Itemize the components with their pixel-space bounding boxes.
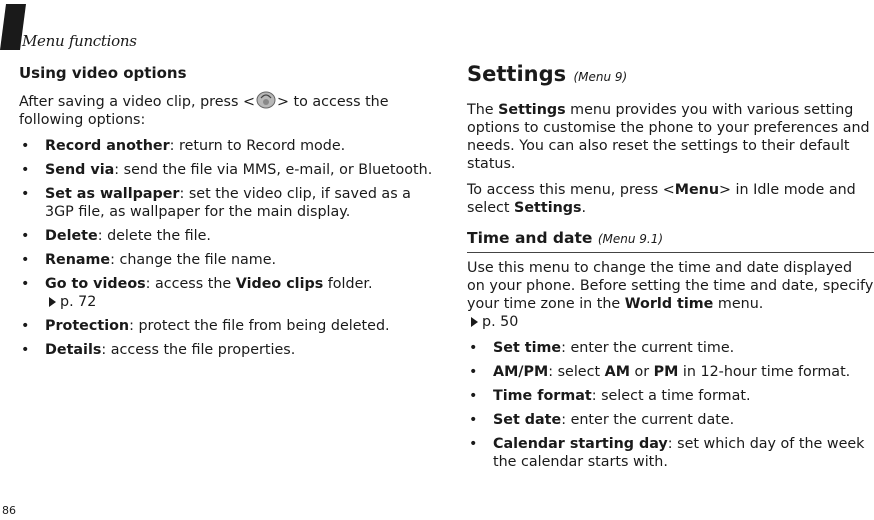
item-text: : set the video clip, if saved as a 3GP file, as wallpaper for the main display. — [45, 186, 411, 220]
list-item — [467, 411, 874, 429]
bold-text: Settings — [498, 102, 566, 118]
bullet-icon: • — [21, 138, 30, 154]
time-date-paragraph — [467, 259, 874, 331]
item-text: : protect the file from being deleted. — [129, 318, 390, 334]
item-text: folder. — [323, 276, 373, 292]
list-item — [19, 341, 434, 359]
item-label: Record another — [45, 138, 170, 154]
item-bold: AM — [604, 364, 630, 380]
list-item — [19, 227, 434, 245]
time-date-heading — [467, 229, 874, 253]
item-text: : delete the file. — [97, 228, 211, 244]
item-label: Rename — [45, 252, 111, 268]
menu-reference: (Menu 9) — [573, 70, 628, 84]
item-text: : return to Record mode. — [169, 138, 346, 154]
text: menu provides you with various setting options to customise the phone to your preferences and needs. You can also reset the settings to their default status. — [467, 102, 870, 172]
bullet-icon: • — [21, 276, 30, 292]
sub-title: Time and date — [467, 229, 593, 247]
text: Use this menu to change the time and date displayed on your phone. Before setting the time and date, specify your time zone in the — [467, 260, 874, 312]
bullet-icon: • — [469, 412, 478, 428]
item-text: : enter the current time. — [561, 340, 735, 356]
bullet-icon: • — [21, 252, 30, 268]
item-text: : set which day of the week the calendar starts with. — [493, 436, 865, 470]
text: > in Idle mode and select — [467, 182, 856, 216]
item-text: : access the — [145, 276, 236, 292]
list-item — [19, 137, 434, 155]
bullet-icon: • — [21, 228, 30, 244]
intro-text-start: After saving a video clip, press < — [19, 94, 255, 110]
list-item — [19, 185, 434, 221]
item-text: : enter the current date. — [561, 412, 735, 428]
list-item — [467, 435, 874, 471]
item-bold: Video clips — [235, 276, 324, 292]
item-bold: PM — [653, 364, 679, 380]
item-text: : access the file properties. — [101, 342, 296, 358]
page-ref-arrow-icon — [49, 297, 56, 307]
page-reference[interactable]: p. 72 — [60, 294, 97, 310]
item-label: Time format — [493, 388, 592, 404]
right-column — [467, 62, 874, 477]
left-column — [19, 62, 434, 365]
settings-heading — [467, 62, 874, 89]
bullet-icon: • — [469, 364, 478, 380]
page-header-title: Menu functions — [22, 32, 137, 50]
item-label: Set as wallpaper — [45, 186, 180, 202]
item-label: Calendar starting day — [493, 436, 668, 452]
item-text: or — [629, 364, 654, 380]
item-text: : select — [548, 364, 605, 380]
section-heading: Using video options — [19, 64, 187, 82]
intro-text-end: > to access the following options: — [19, 94, 389, 128]
video-options-list — [19, 137, 434, 359]
item-label: Set time — [493, 340, 562, 356]
access-paragraph — [467, 181, 874, 217]
settings-title: Settings — [467, 62, 567, 86]
item-label: Go to videos — [45, 276, 146, 292]
list-item — [19, 317, 434, 335]
list-item — [19, 251, 434, 269]
bullet-icon: • — [21, 318, 30, 334]
text: To access this menu, press < — [467, 182, 675, 198]
item-label: AM/PM — [493, 364, 549, 380]
item-text: : select a time format. — [591, 388, 751, 404]
menu-reference: (Menu 9.1) — [597, 232, 664, 246]
text: menu. — [713, 296, 764, 312]
list-item — [19, 275, 434, 311]
bold-text: Settings — [514, 200, 582, 216]
item-label: Protection — [45, 318, 130, 334]
intro-paragraph — [19, 90, 434, 129]
bullet-icon: • — [21, 342, 30, 358]
time-date-options-list — [467, 339, 874, 471]
bullet-icon: • — [469, 388, 478, 404]
list-item — [467, 387, 874, 405]
item-label: Send via — [45, 162, 115, 178]
item-label: Details — [45, 342, 102, 358]
item-label: Set date — [493, 412, 562, 428]
bold-text: World time — [624, 296, 714, 312]
list-item — [467, 363, 874, 381]
bullet-icon: • — [21, 162, 30, 178]
item-text: in 12-hour time format. — [678, 364, 851, 380]
item-text: : change the file name. — [110, 252, 277, 268]
text: The — [467, 102, 499, 118]
settings-paragraph — [467, 101, 874, 173]
options-softkey-icon — [255, 90, 277, 110]
text: . — [581, 200, 587, 216]
item-text: : send the file via MMS, e-mail, or Bluetooth. — [114, 162, 433, 178]
bullet-icon: • — [469, 436, 478, 452]
list-item — [19, 161, 434, 179]
bold-text: Menu — [674, 182, 720, 198]
bullet-icon: • — [469, 340, 478, 356]
item-label: Delete — [45, 228, 98, 244]
page-reference[interactable]: p. 50 — [482, 314, 519, 330]
page-number: 86 — [2, 504, 16, 517]
bullet-icon: • — [21, 186, 30, 202]
page-ref-arrow-icon — [471, 317, 478, 327]
list-item — [467, 339, 874, 357]
